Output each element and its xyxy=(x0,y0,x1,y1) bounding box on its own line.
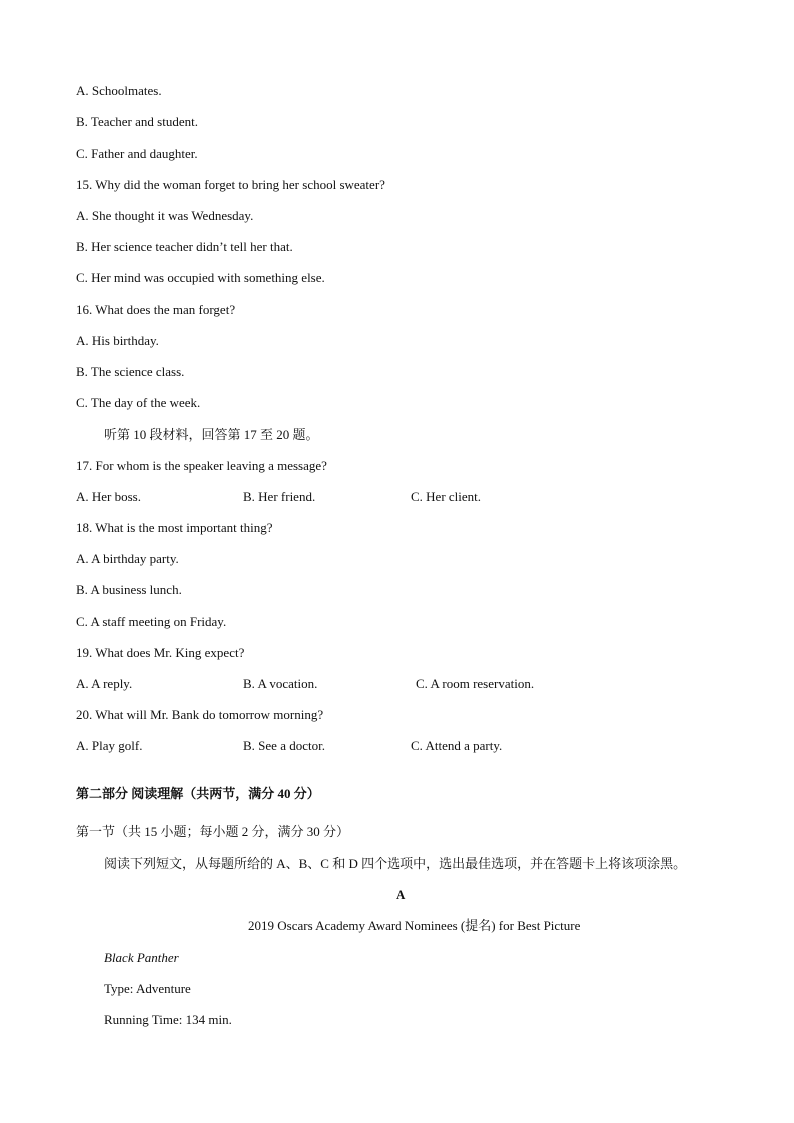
q16-option-b: B. The science class. xyxy=(76,364,185,379)
q16-option-a: A. His birthday. xyxy=(76,333,159,348)
q16-option-c: C. The day of the week. xyxy=(76,395,201,410)
q19-question: 19. What does Mr. King expect? xyxy=(76,645,245,660)
q16-question: 16. What does the man forget? xyxy=(76,302,236,317)
q17-option-c: C. Her client. xyxy=(411,489,482,504)
q20-option-b: B. See a doctor. xyxy=(243,738,325,753)
q14-option-b: B. Teacher and student. xyxy=(76,114,198,129)
q17-question: 17. For whom is the speaker leaving a message? xyxy=(76,458,327,473)
part2-section1-heading: 第一节（共 15 小题；每小题 2 分，满分 30 分） xyxy=(76,824,350,839)
q19-option-a: A. A reply. xyxy=(76,676,133,691)
q20-question: 20. What will Mr. Bank do tomorrow morning? xyxy=(76,707,324,722)
q18-question: 18. What is the most important thing? xyxy=(76,520,273,535)
q20-option-a: A. Play golf. xyxy=(76,738,143,753)
movie-title: Black Panther xyxy=(104,950,179,965)
q15-question: 15. Why did the woman forget to bring her school sweater? xyxy=(76,177,385,192)
q15-option-b: B. Her science teacher didn’t tell her that. xyxy=(76,239,293,254)
q17-option-b: B. Her friend. xyxy=(243,489,316,504)
q19-option-b: B. A vocation. xyxy=(243,676,318,691)
part2-instruction: 阅读下列短文，从每题所给的 A、B、C 和 D 四个选项中，选出最佳选项，并在答题卡上将该项涂黑。 xyxy=(104,856,687,871)
q15-option-c: C. Her mind was occupied with something else. xyxy=(76,270,325,285)
movie-running-time: Running Time: 134 min. xyxy=(104,1012,232,1027)
passage-letter: A xyxy=(396,887,406,902)
q18-option-b: B. A business lunch. xyxy=(76,582,182,597)
movie-type: Type: Adventure xyxy=(104,981,191,996)
q20-option-c: C. Attend a party. xyxy=(411,738,503,753)
q14-option-a: A. Schoolmates. xyxy=(76,83,162,98)
q14-option-c: C. Father and daughter. xyxy=(76,146,198,161)
part2-heading: 第二部分 阅读理解（共两节，满分 40 分） xyxy=(76,786,320,801)
q15-option-a: A. She thought it was Wednesday. xyxy=(76,208,254,223)
passage-title: 2019 Oscars Academy Award Nominees (提名) for Best Picture xyxy=(248,918,581,933)
q18-option-c: C. A staff meeting on Friday. xyxy=(76,614,227,629)
q19-option-c: C. A room reservation. xyxy=(416,676,535,691)
q17-option-a: A. Her boss. xyxy=(76,489,141,504)
q18-option-a: A. A birthday party. xyxy=(76,551,179,566)
section10-instruction: 听第 10 段材料，回答第 17 至 20 题。 xyxy=(104,427,319,442)
